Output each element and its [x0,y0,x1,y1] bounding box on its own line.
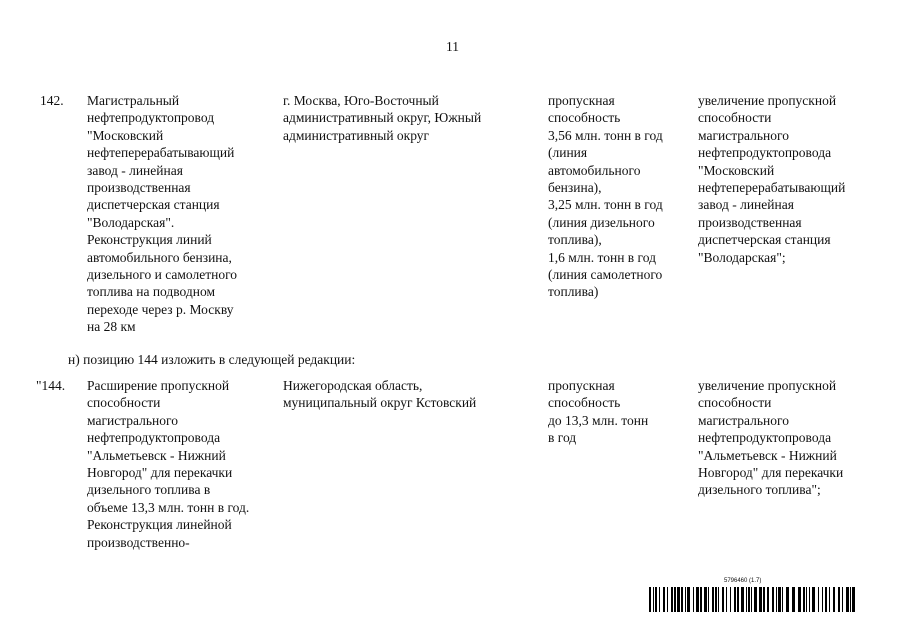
page-number: 11 [446,39,459,54]
barcode-bar [759,587,762,612]
barcode-bar [718,587,719,612]
barcode-bar [792,587,795,612]
row-144-capacity: пропускная способность до 13,3 млн. тонн в год [548,378,649,446]
barcode-bar [674,587,676,612]
barcode-bar [812,587,815,612]
barcode-image [649,587,858,612]
row-144-location: Нижегородская область, муниципальный округ Кстовский [283,378,477,411]
row-142-name: Магистральный нефтепродуктопровод "Московский нефтеперерабатывающий завод - линейная производственная диспетчерская станция "Володарская". Реконструкция линий автомобильного бензина, дизельного и самолетного топлива на подводном переходе через р. Москву на 28 км [87,93,238,335]
barcode-bar [748,587,750,612]
barcode-bar [803,587,805,612]
row-144-number: "144. [36,378,66,393]
amendment-instruction: н) позицию 144 изложить в следующей редакции: [68,352,356,367]
barcode-bar [763,587,765,612]
row-142-capacity: пропускная способность 3,56 млн. тонн в год (линия автомобильного бензина), 3,25 млн. тонн в год (линия дизельного топлива), 1,6 млн. тонн в год (линия самолетного топлива) [548,93,663,300]
barcode-bar [767,587,769,612]
barcode-bar [842,587,843,612]
barcode-bar [685,587,686,612]
barcode-bar [833,587,835,612]
barcode-bar [846,587,849,612]
row-144-purpose: увеличение пропускной способности магистрального нефтепродуктопровода "Альметьевск - Нижний Новгород" для перекачки дизельного топлива"; [698,378,844,498]
barcode-bar [693,587,694,612]
barcode-bar [818,587,819,612]
barcode-bar [649,587,651,612]
barcode-bar [653,587,654,612]
barcode-bar [838,587,840,612]
barcode-bar [822,587,823,612]
barcode-bar [754,587,757,612]
barcode-bar [809,587,810,612]
barcode-bar [704,587,707,612]
barcode-bar [829,587,830,612]
barcode-bar [734,587,736,612]
barcode-bar [671,587,673,612]
barcode-bar [778,587,781,612]
barcode-bar [741,587,744,612]
barcode-bar [772,587,774,612]
barcode-bar [726,587,727,612]
barcode-bar [715,587,717,612]
row-144-name: Расширение пропускной способности магистрального нефтепродуктопровода "Альметьевск - Нижний Новгород" для перекачки дизельного топлива в объеме 13,3 млн. тонн в год. Реконструкция линейной производственно- [87,378,250,550]
barcode-bar [782,587,783,612]
barcode-bar [681,587,683,612]
barcode-bar [730,587,731,612]
barcode-bar [700,587,702,612]
barcode-bar [852,587,855,612]
barcode-bar [786,587,789,612]
barcode-bar [798,587,801,612]
barcode-bar [696,587,699,612]
barcode-bar [667,587,668,612]
barcode-bar [708,587,709,612]
barcode-bar [850,587,851,612]
barcode-bar [663,587,665,612]
barcode-bar [659,587,660,612]
barcode-bar [655,587,657,612]
barcode-bar [737,587,739,612]
barcode-bar [751,587,752,612]
barcode-bar [776,587,777,612]
barcode-bar [677,587,680,612]
row-142-purpose: увеличение пропускной способности магистрального нефтепродуктопровода "Московский нефтеперерабатывающий завод - линейная производственная диспетчерская станция "Володарская"; [698,93,846,265]
row-142-number: 142. [40,93,64,108]
barcode-bar [722,587,724,612]
barcode-bar [712,587,714,612]
barcode-bar [825,587,827,612]
barcode-label: 5796460 (1.7) [724,578,762,584]
barcode-bar [687,587,690,612]
barcode-bar [746,587,747,612]
row-142-location: г. Москва, Юго-Восточный административный округ, Южный административный округ [283,93,482,143]
barcode-bar [806,587,807,612]
